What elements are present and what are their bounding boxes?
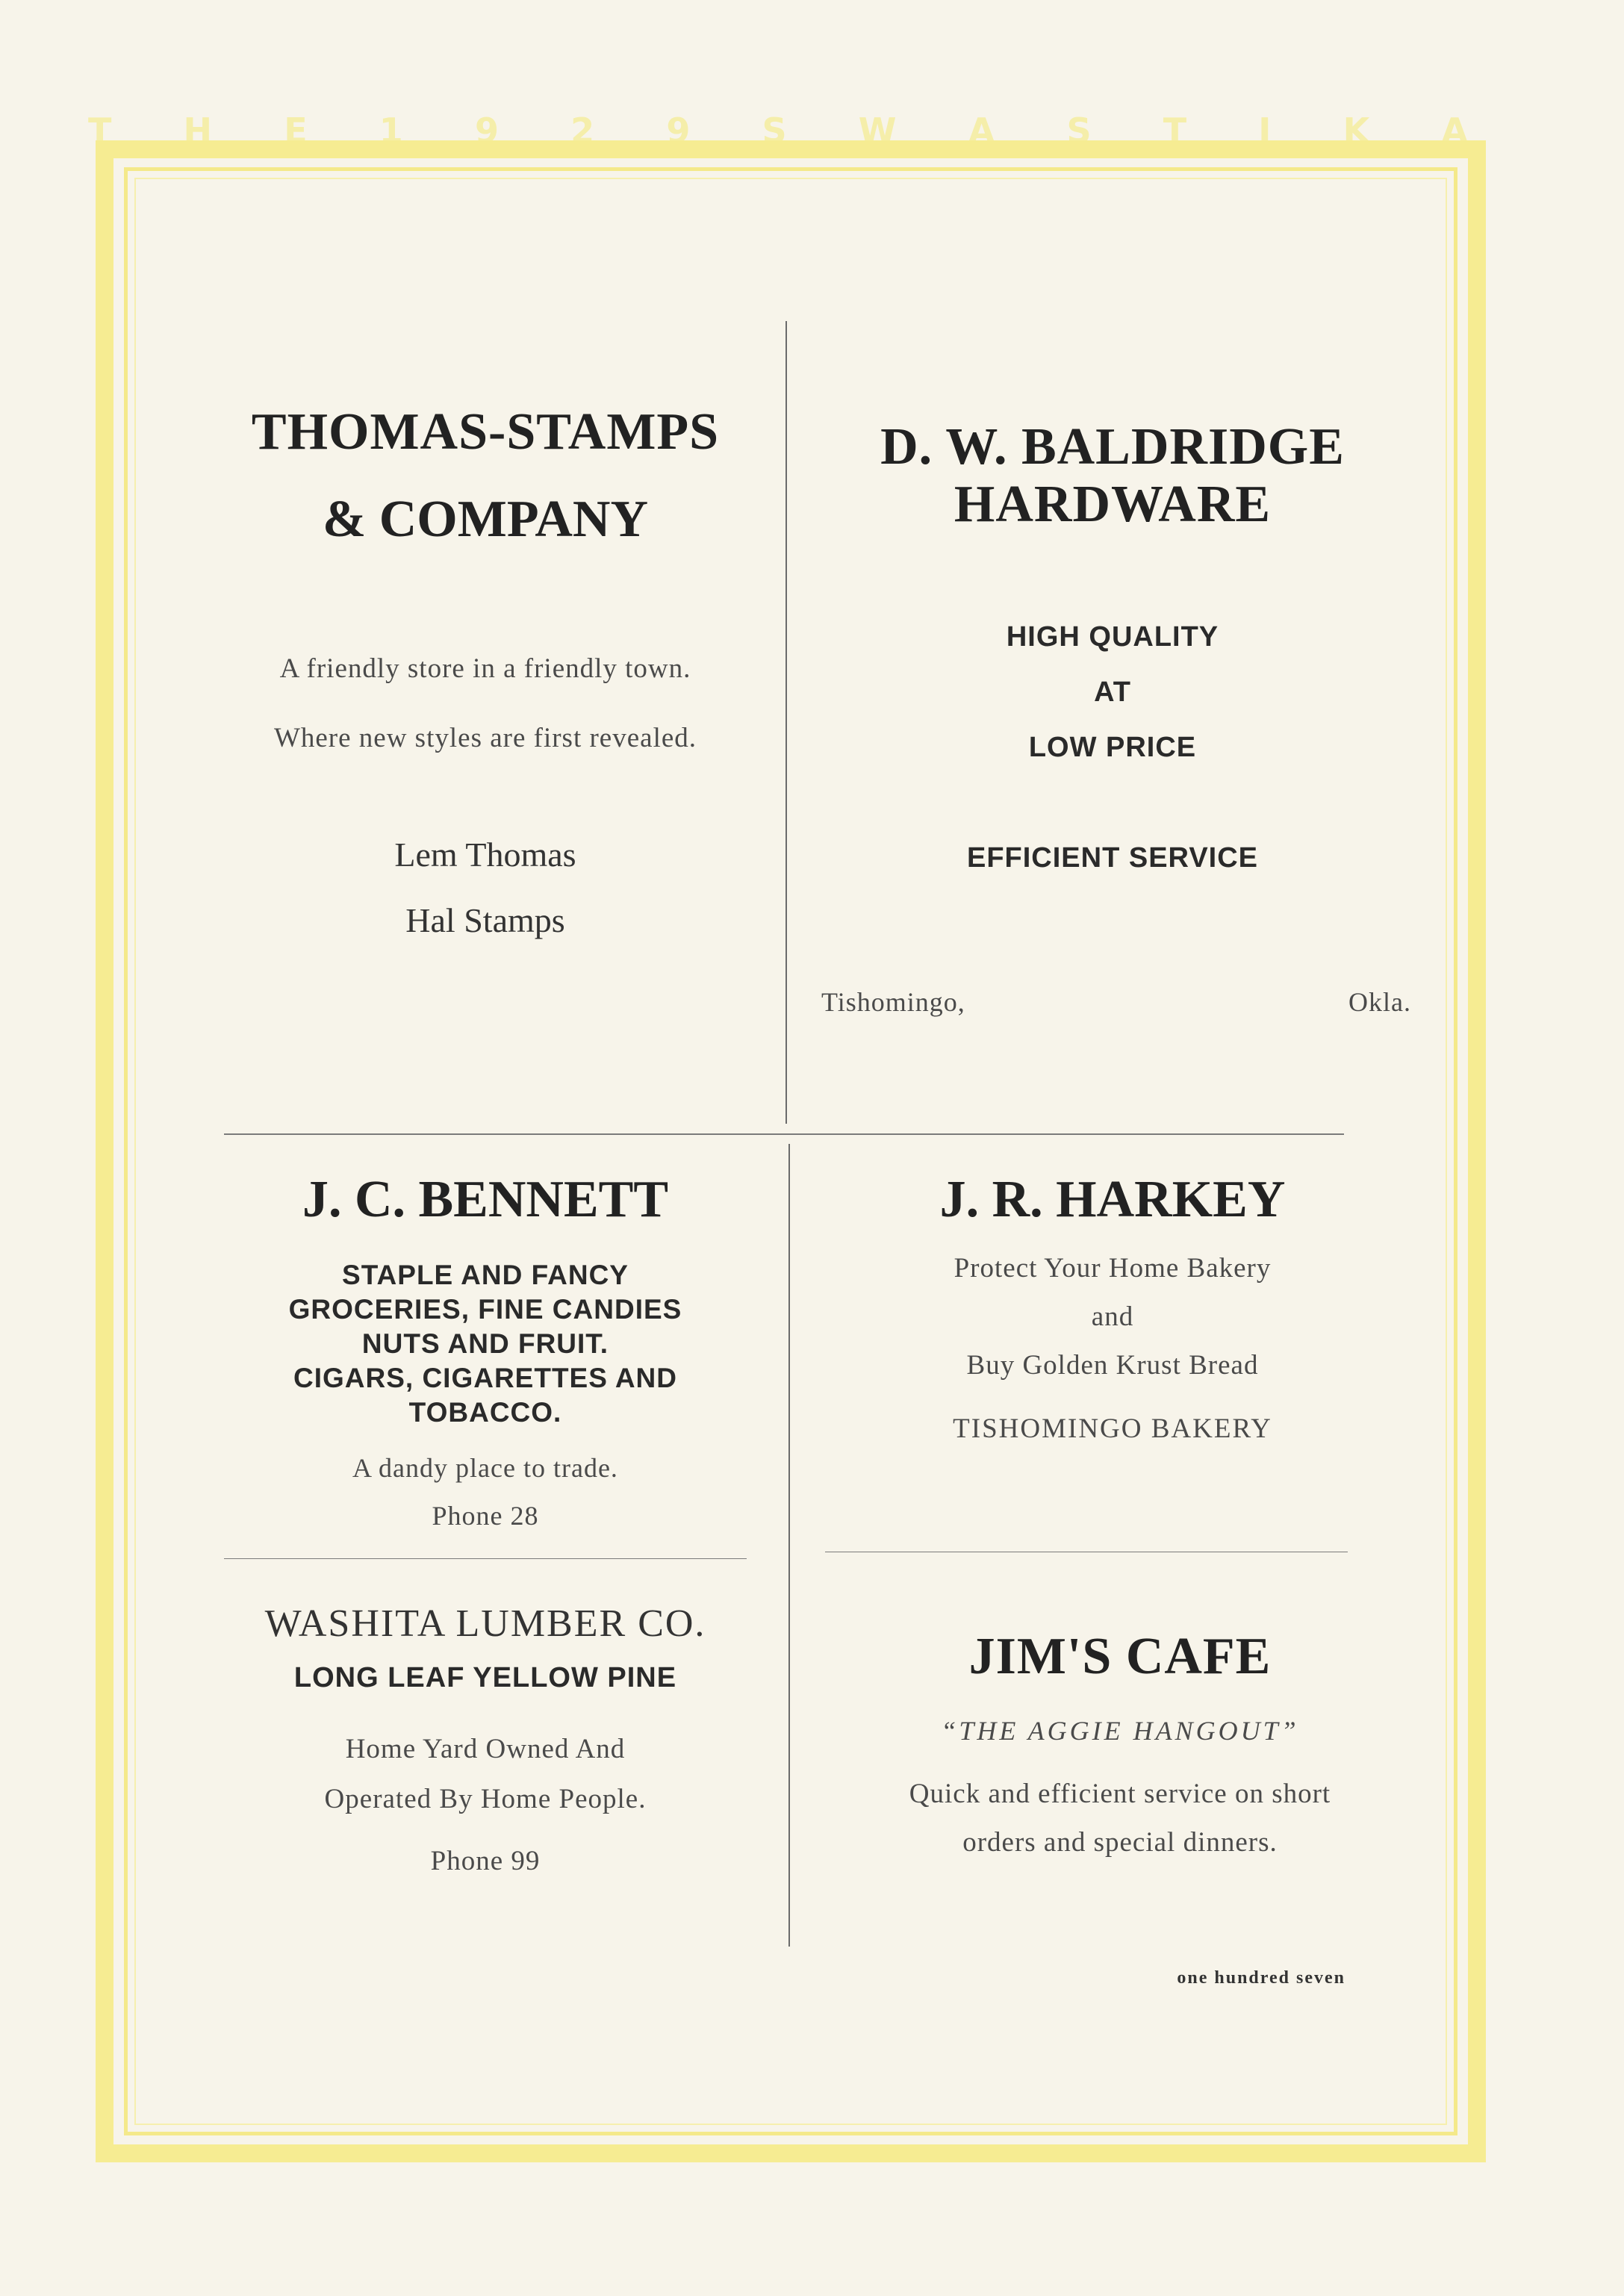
header-letter: A	[1441, 111, 1469, 151]
ad-baldridge-hardware	[814, 418, 1411, 1018]
ad-title: J. R. HARKEY	[939, 1171, 1286, 1228]
ad-tagline: A friendly store in a friendly town.	[279, 653, 691, 684]
ad-slogan: AT	[1094, 676, 1131, 708]
ad-thomas-stamps	[179, 403, 791, 940]
ad-slogan: EFFICIENT SERVICE	[966, 842, 1259, 874]
header-letter: K	[1343, 111, 1372, 151]
header-letter: H	[183, 111, 214, 151]
ad-bennett	[187, 1171, 784, 1531]
proprietor-name: Lem Thomas	[394, 836, 576, 874]
ad-title: D. W. BALDRIDGE	[880, 418, 1345, 476]
ad-title: & COMPANY	[322, 491, 649, 548]
product-line: TOBACCO.	[408, 1397, 562, 1428]
ad-phone: Phone 28	[432, 1501, 539, 1531]
header-letter: T	[1163, 111, 1189, 151]
product-line: STAPLE AND FANCY	[342, 1260, 629, 1290]
ad-subtitle: LONG LEAF YELLOW PINE	[293, 1662, 677, 1693]
header-letter: W	[858, 111, 898, 151]
product-line: NUTS AND FRUIT.	[361, 1328, 609, 1359]
ad-title: HARDWARE	[953, 476, 1272, 533]
ad-title: JIM'S CAFE	[968, 1628, 1272, 1685]
product-line: GROCERIES, FINE CANDIES	[288, 1294, 682, 1325]
ad-title: THOMAS-STAMPS	[251, 403, 720, 461]
product-line: CIGARS, CIGARETTES AND	[293, 1363, 677, 1393]
ad-text-line: Buy Golden Krust Bread	[966, 1350, 1259, 1381]
header-letter: I	[1258, 111, 1273, 151]
ad-text-line: Quick and efficient service on short	[909, 1779, 1331, 1809]
ad-title: WASHITA LUMBER CO.	[264, 1602, 706, 1645]
header-letter: E	[284, 111, 309, 151]
ad-phone: Phone 99	[430, 1846, 541, 1876]
header-letter: S	[762, 111, 788, 151]
section-divider	[224, 1133, 1344, 1135]
column-divider-bottom	[788, 1144, 790, 1947]
header-letter: 1	[379, 111, 405, 151]
header-letter: 9	[474, 111, 500, 151]
page-number: one hundred seven	[1177, 1968, 1345, 1988]
ad-title: J. C. BENNETT	[302, 1171, 669, 1228]
ad-tagline: Where new styles are first revealed.	[273, 723, 697, 753]
ad-text-line: orders and special dinners.	[962, 1827, 1278, 1858]
ad-text-line: and	[1091, 1301, 1134, 1332]
location-city: Tishomingo,	[821, 987, 965, 1017]
ad-text-line: Home Yard Owned And	[345, 1734, 626, 1764]
header-letter: 2	[570, 111, 597, 151]
ad-text-line: Protect Your Home Bakery	[953, 1253, 1272, 1284]
ad-slogan: LOW PRICE	[1028, 732, 1197, 763]
bakery-name: TISHOMINGO BAKERY	[953, 1413, 1272, 1444]
location-state: Okla.	[1348, 987, 1411, 1017]
ad-tagline: A dandy place to trade.	[352, 1453, 618, 1483]
ad-text-line: Operated By Home People.	[324, 1784, 647, 1814]
ad-location	[814, 986, 1411, 1018]
ad-washita-lumber	[187, 1602, 784, 1877]
ad-jims-cafe	[814, 1628, 1426, 1858]
header-letter: 9	[666, 111, 692, 151]
ad-product-list	[187, 1258, 784, 1430]
proprietor-name: Hal Stamps	[405, 901, 565, 939]
header-letter: A	[968, 111, 997, 151]
ad-harkey	[814, 1171, 1411, 1445]
left-ad-divider	[224, 1558, 747, 1559]
header-letter: S	[1066, 111, 1093, 151]
ad-slogan: HIGH QUALITY	[1006, 621, 1219, 653]
ad-subtitle: “THE AGGIE HANGOUT”	[941, 1716, 1299, 1746]
header-letter: T	[88, 111, 113, 151]
